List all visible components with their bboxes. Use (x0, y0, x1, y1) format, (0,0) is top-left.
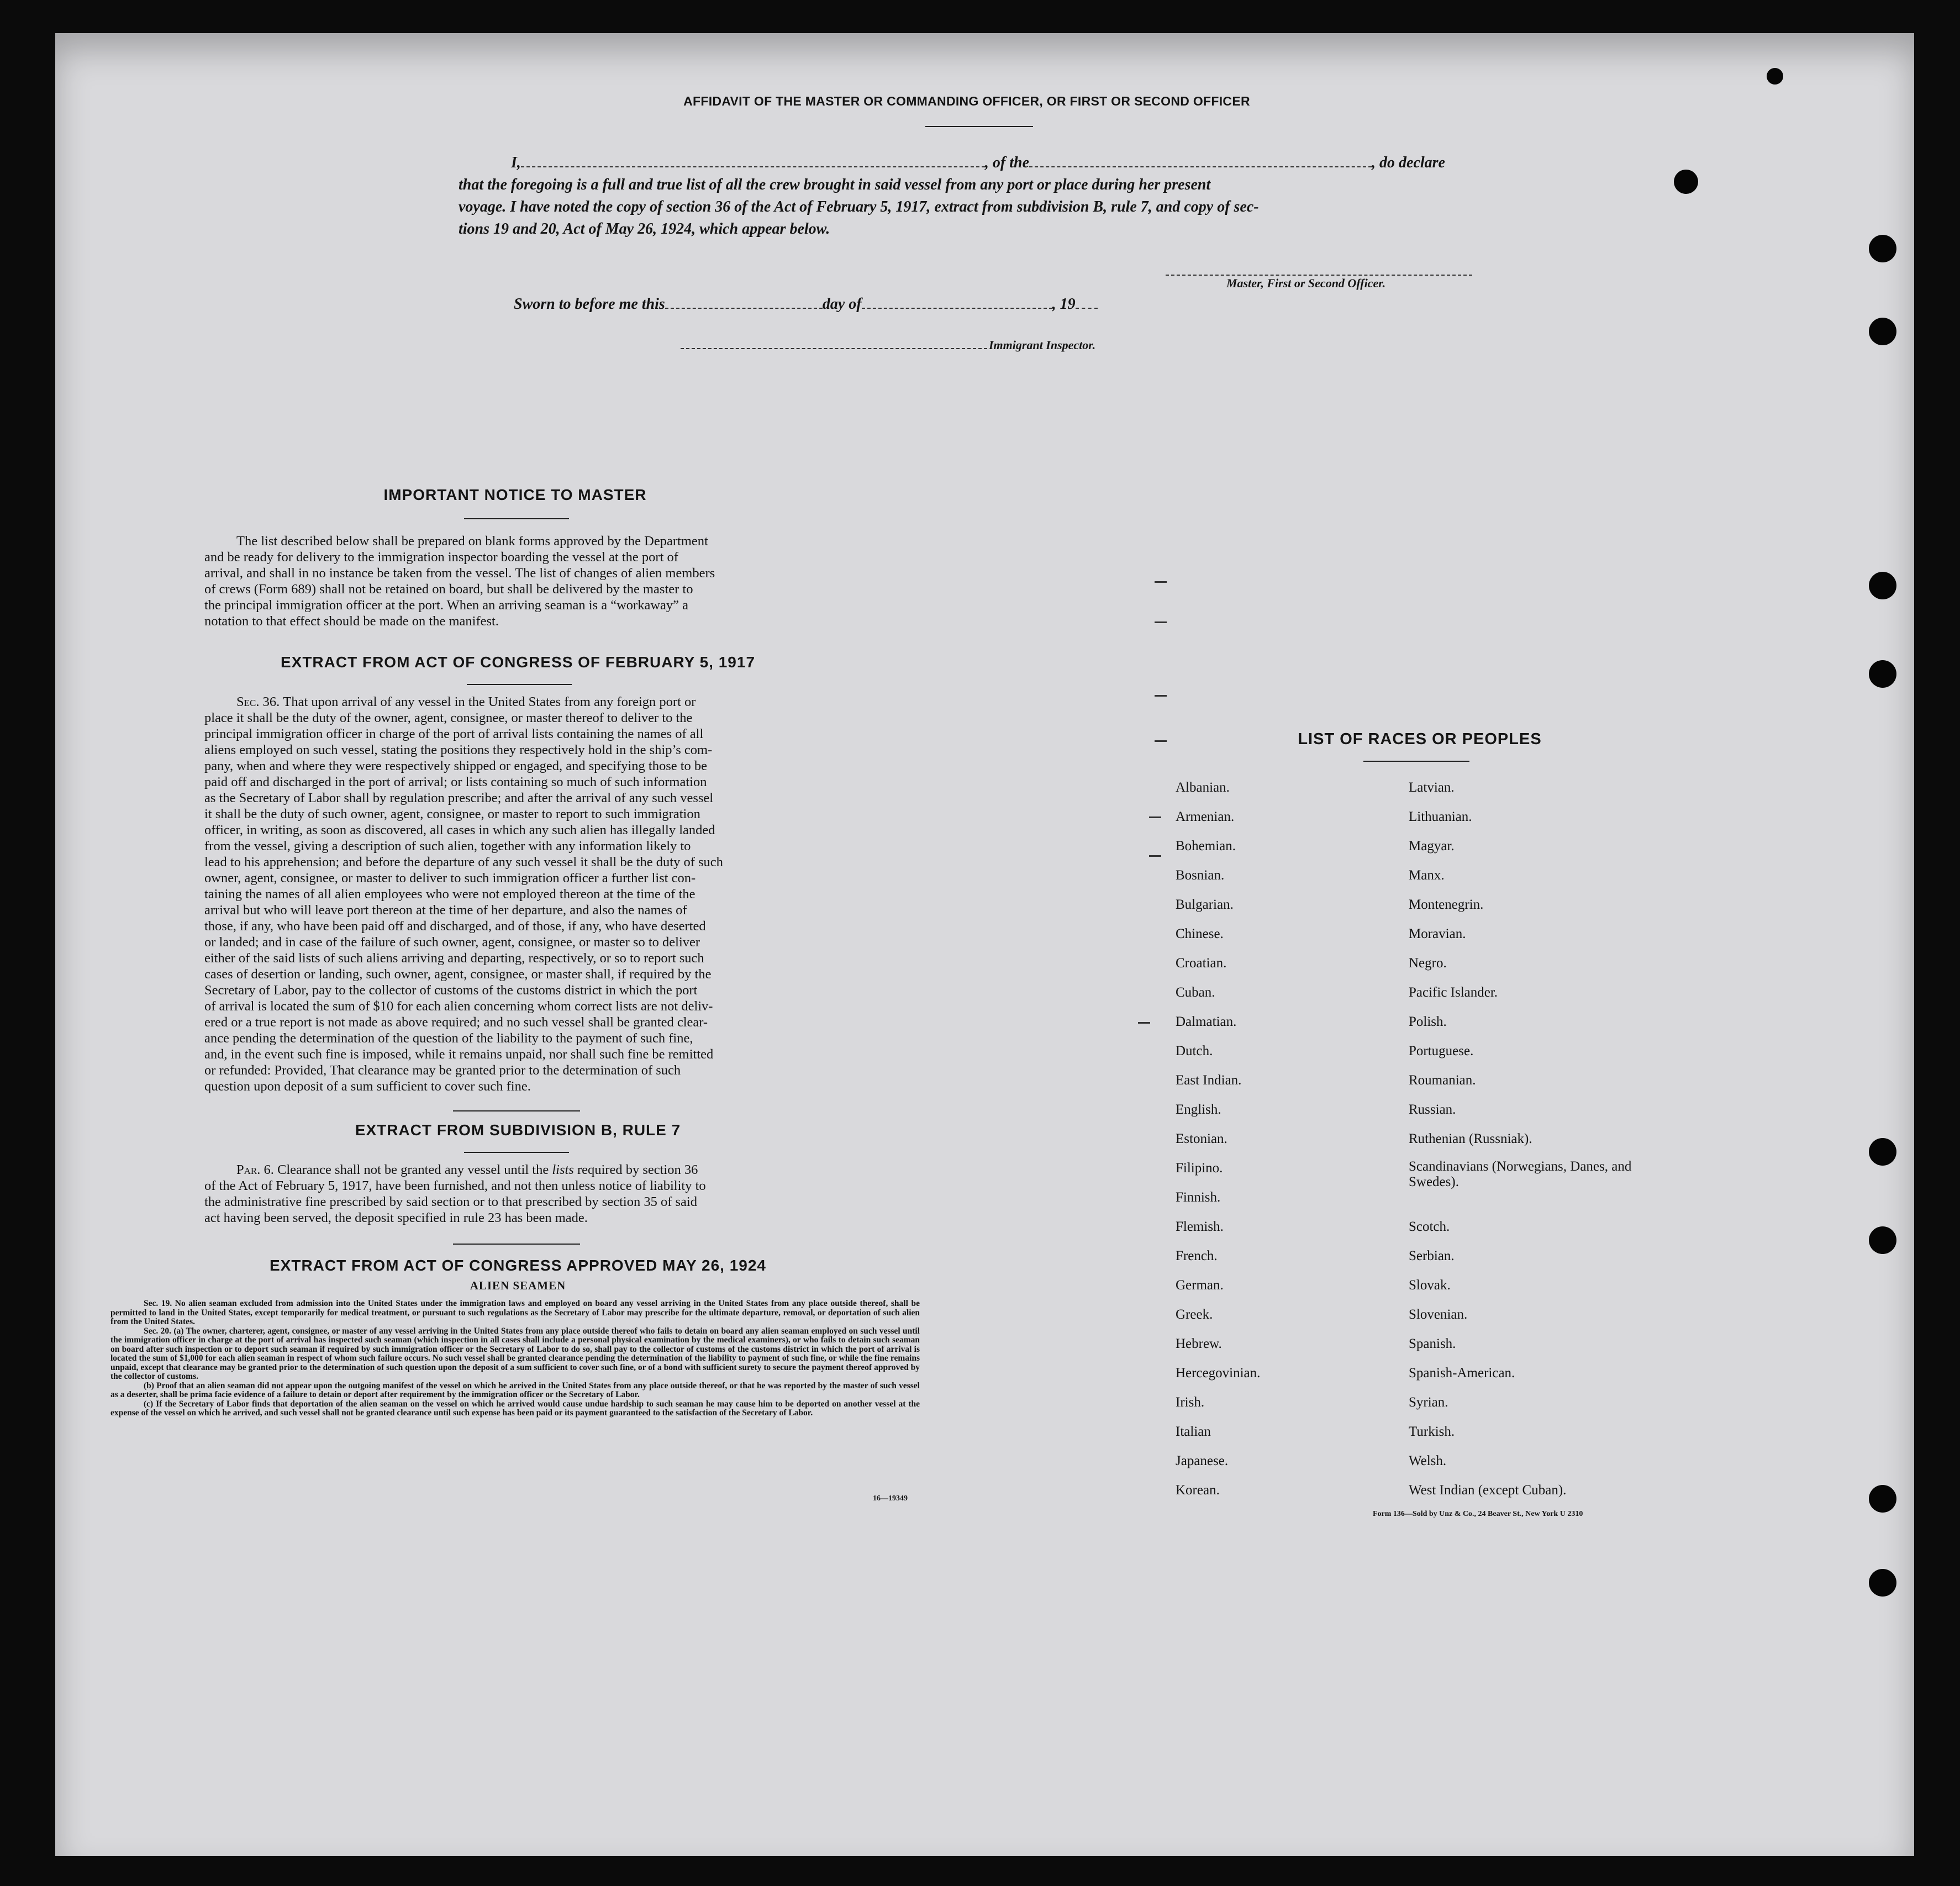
act-1917-line: officer, in writing, as soon as discovered, all cases in which any such alien has illegally landed (204, 823, 715, 837)
race-item: Ruthenian (Russniak). (1409, 1131, 1532, 1146)
race-item: Bulgarian. (1176, 897, 1234, 912)
race-item: Pacific Islander. (1409, 985, 1498, 1000)
act-1917-line: Secretary of Labor, pay to the collector of customs of the customs district in which the port (204, 983, 698, 998)
race-item: Bosnian. (1176, 868, 1225, 883)
punch-hole (1869, 235, 1896, 262)
act-1917-line: cases of desertion or landing, such owner, agent, consignee, or master shall, if required by the (204, 967, 712, 982)
act-1924-subheading: ALIEN SEAMEN (470, 1279, 566, 1292)
act-1924-heading: EXTRACT FROM ACT OF CONGRESS APPROVED MAY 26, 1924 (270, 1257, 766, 1274)
sec-36-label: Sec. 36. (236, 694, 283, 709)
act-1917-line: question upon deposit of a sum sufficient to cover such fine. (204, 1079, 531, 1094)
act-1917-line: arrival but who will leave port thereon at the time of her departure, and also the names of (204, 903, 687, 918)
act-1917-line: of arrival is located the sum of $10 for each alien concerning whom correct lists are not deliv- (204, 999, 713, 1014)
race-item: Greek. (1176, 1307, 1213, 1322)
act-1917-underline (467, 684, 572, 685)
race-item: Lithuanian. (1409, 809, 1472, 824)
stray-mark (1138, 1022, 1150, 1024)
stray-mark (1155, 621, 1167, 623)
race-item: Turkish. (1409, 1424, 1455, 1439)
punch-hole (1869, 572, 1896, 599)
title-underline (925, 126, 1033, 127)
act-1917-line: paid off and discharged in the port of arrival; or lists containing so much of such information (204, 775, 707, 789)
races-left-column (1176, 773, 1358, 1505)
race-item: Dalmatian. (1176, 1014, 1237, 1029)
race-item: Slovak. (1409, 1278, 1451, 1293)
act-1917-line: or refunded: Provided, That clearance may be granted prior to the determination of such (204, 1063, 681, 1078)
race-item: Dutch. (1176, 1044, 1213, 1058)
act-1917-line: lead to his apprehension; and before the departure of any such vessel it shall be the duty of such (204, 855, 723, 870)
race-item: Welsh. (1409, 1453, 1447, 1468)
act-1917-line: either of the said lists of such aliens arriving and departing, respectively, or so to report such (204, 951, 704, 966)
act-1917-line: pany, when and where they were respectively shipped or engaged, and specifying those to be (204, 758, 708, 773)
race-item: German. (1176, 1278, 1224, 1293)
race-item: Filipino. (1176, 1161, 1223, 1176)
sec-20a-text: Sec. 20. (a) The owner, charterer, agent, consignee, or master of any vessel arriving in the United States from any place outside thereof who fails to detain on board any alien seaman employed on such vessel until the immigration officer in charge at the port of arrival has inspected such seaman (which inspection in all cases shall include a personal physical examination by the medical examiners), or who fails to detain such seaman on board after such inspection or to deport such seaman if required by such immigration officer or the Secretary of Labor to do so, shall pay to the collector of customs of the customs district in which the port of arrival is located the sum of $1,000 for each alien seaman in respect of whom such failure occurs. No such vessel shall be granted clearance pending the determination of the liability to payment of such fine, or while the fine remains unpaid, except that clearance may be granted prior to the determination of such question upon the deposit of a sum sufficient to cover such fine, or of a bond with sufficient surety to secure the payment thereof approved by the collector of customs. (110, 1326, 920, 1381)
form-number: 16—19349 (873, 1494, 908, 1503)
race-item: Croatian. (1176, 956, 1227, 971)
notice-underline (464, 518, 569, 519)
punch-hole (1869, 660, 1896, 688)
rule7-body: Par. 6. Clearance shall not be granted any vessel until the lists required by section 36 of the Act of February 5, 1917, have been furnished, and not then unless notice of liability to the administrative fine prescribed by said section or to that prescribed by section 35 of said act having been served, the deposit specified in rule 23 has been made. (204, 1162, 706, 1225)
affidavit-line-1: I, , of the , do declare (511, 154, 1445, 171)
race-item: Bohemian. (1176, 839, 1236, 854)
races-right-column (1409, 773, 1641, 1505)
race-item: Syrian. (1409, 1395, 1448, 1410)
stray-mark (1155, 740, 1167, 742)
stray-mark (1155, 581, 1167, 583)
sec-20c-text: (c) If the Secretary of Labor finds that deportation of the alien seaman on the vessel on which he arrived would cause undue hardship to such seaman he may cause him to be deported on another vessel at the expense of the vessel on which he arrived, and such vessel shall not be granted clearance until such expense has been paid or its payment guaranteed to the satisfaction of the Secretary of Labor. (110, 1399, 920, 1418)
stray-mark (1155, 695, 1167, 697)
race-item: Finnish. (1176, 1190, 1221, 1205)
race-item: Spanish-American. (1409, 1366, 1515, 1381)
rule7-end-rule (453, 1244, 580, 1245)
notice-body: The list described below shall be prepared on blank forms approved by the Department and be ready for delivery to the immigration inspector boarding the vessel at the port of arrival, and shall in no instance be taken from the vessel. The list of changes of alien members of crews (Form 689) shall not be retained on board, but shall be delivered by the master to the principal immigration officer at the port. When an arriving seaman is a “workaway” a notation to that effect should be made on the manifest. (204, 534, 715, 629)
race-item: Serbian. (1409, 1248, 1455, 1263)
act-1917-line: those, if any, who have been paid off and discharged, and of those, if any, who have deserted (204, 919, 706, 934)
stray-mark (1149, 855, 1161, 857)
act-1917-line: it shall be the duty of such owner, agent, consignee, or master to report to such immigration (204, 807, 700, 821)
act-1924-body (110, 1299, 920, 1418)
race-item: Estonian. (1176, 1131, 1227, 1146)
sworn-day-blank[interactable] (665, 296, 823, 309)
act-1917-heading: EXTRACT FROM ACT OF CONGRESS OF FEBRUARY 5, 1917 (280, 654, 756, 671)
punch-hole (1767, 68, 1783, 85)
race-item: Flemish. (1176, 1219, 1224, 1234)
sec-20b-text: (b) Proof that an alien seaman did not appear upon the outgoing manifest of the vessel on which he arrived in the United States from any place outside thereof, or that he was reported by the master of such vessel as a deserter, shall be prima facie evidence of a failure to detain or deport after requirement by the immigration officer or the Secretary of Labor. (110, 1381, 920, 1399)
act-1917-body (204, 694, 831, 1094)
race-item: Albanian. (1176, 780, 1230, 795)
race-item: Roumanian. (1409, 1073, 1476, 1088)
punch-hole (1869, 1569, 1896, 1597)
inspector-signature-label: Immigrant Inspector. (989, 338, 1096, 352)
inspector-signature-line[interactable] (681, 348, 987, 349)
affidavit-line-4: tions 19 and 20, Act of May 26, 1924, which appear below. (459, 220, 830, 238)
race-item: Slovenian. (1409, 1307, 1468, 1322)
act-1917-line: ance pending the determination of the question of the liability to the payment of such fine, (204, 1031, 693, 1046)
punch-hole (1869, 1138, 1896, 1166)
race-item: Italian (1176, 1424, 1211, 1439)
stray-mark (1149, 816, 1161, 818)
race-item: Hercegovinian. (1176, 1366, 1261, 1381)
sworn-year-blank[interactable] (1076, 296, 1098, 309)
publisher-imprint: Form 136—Sold by Unz & Co., 24 Beaver St., New York U 2310 (1373, 1510, 1583, 1518)
race-item: Chinese. (1176, 926, 1224, 941)
affidavit-title: AFFIDAVIT OF THE MASTER OR COMMANDING OFFICER, OR FIRST OR SECOND OFFICER (683, 94, 1250, 108)
race-item: East Indian. (1176, 1073, 1242, 1088)
race-item: Scandinavians (Norwegians, Danes, and Swedes). (1409, 1159, 1632, 1189)
act-1917-line: taining the names of all alien employees who were not employed thereon at the time of the (204, 887, 696, 902)
race-item: Moravian. (1409, 926, 1466, 941)
race-item: Negro. (1409, 956, 1447, 971)
declarant-name-blank[interactable] (521, 154, 985, 167)
races-heading: LIST OF RACES OR PEOPLES (1298, 730, 1542, 748)
race-item: English. (1176, 1102, 1221, 1117)
rule7-underline (464, 1152, 569, 1153)
vessel-name-blank[interactable] (1029, 154, 1372, 167)
race-item: Hebrew. (1176, 1336, 1222, 1351)
sworn-line: Sworn to before me this day of , 19 (514, 296, 1098, 313)
act-1917-line: and, in the event such fine is imposed, while it remains unpaid, nor shall such fine be remitted (204, 1047, 714, 1062)
race-item: Magyar. (1409, 839, 1455, 854)
act-1917-line: ered or a true report is not made as above required; and no such vessel shall be granted clear- (204, 1015, 708, 1030)
race-item: Armenian. (1176, 809, 1235, 824)
act-1917-line: principal immigration officer in charge of the port of arrival lists containing the names of all (204, 726, 704, 741)
act-1917-line: Sec. 36. That upon arrival of any vessel in the United States from any foreign port or (236, 694, 696, 709)
race-item: Scotch. (1409, 1219, 1450, 1234)
affidavit-line-3: voyage. I have noted the copy of section 36 of the Act of February 5, 1917, extract from subdivision B, rule 7, and copy of sec- (459, 198, 1259, 215)
sworn-month-blank[interactable] (862, 296, 1052, 309)
rule7-par-label: Par. 6. (236, 1162, 274, 1177)
punch-hole (1869, 318, 1896, 345)
act-1917-line: or landed; and in case of the failure of such owner, agent, consignee, or master so to deliver (204, 935, 700, 950)
act-1917-end-rule (453, 1110, 580, 1111)
races-underline (1363, 761, 1469, 762)
act-1917-line: aliens employed on such vessel, stating the positions they respectively hold in the ship’s com- (204, 742, 713, 757)
race-item: Polish. (1409, 1014, 1447, 1029)
punch-hole (1674, 170, 1698, 194)
race-item: Korean. (1176, 1483, 1220, 1498)
punch-hole (1869, 1485, 1896, 1513)
race-item: Manx. (1409, 868, 1445, 883)
rule7-heading: EXTRACT FROM SUBDIVISION B, RULE 7 (355, 1121, 681, 1139)
sec-19-text: Sec. 19. No alien seaman excluded from admission into the United States under the immigration laws and employed on board any vessel arriving in the United States from any place outside thereof, shall be permitted to land in the United States, except temporarily for medical treatment, or pursuant to such regulations as the Secretary of Labor may prescribe for the ultimate departure, removal, or deportation of such alien from the United States. (110, 1299, 920, 1326)
affidavit-declaration (459, 152, 1503, 240)
notice-heading: IMPORTANT NOTICE TO MASTER (383, 486, 647, 503)
race-item: Cuban. (1176, 985, 1215, 1000)
race-item: French. (1176, 1248, 1218, 1263)
act-1917-line: from the vessel, giving a description of such alien, together with any information likely to (204, 839, 691, 854)
race-item: West Indian (except Cuban). (1409, 1483, 1567, 1498)
master-signature-line[interactable] (1166, 275, 1472, 276)
race-item: Latvian. (1409, 780, 1455, 795)
race-item: Russian. (1409, 1102, 1456, 1117)
punch-hole (1869, 1226, 1896, 1254)
race-item: Japanese. (1176, 1453, 1229, 1468)
act-1917-line: owner, agent, consignee, or master to deliver to such immigration officer a further list con- (204, 871, 696, 886)
race-item: Spanish. (1409, 1336, 1456, 1351)
race-item: Irish. (1176, 1395, 1205, 1410)
master-signature-label: Master, First or Second Officer. (1226, 276, 1386, 290)
race-item: Portuguese. (1409, 1044, 1474, 1058)
race-item: Montenegrin. (1409, 897, 1484, 912)
act-1917-line: place it shall be the duty of the owner, agent, consignee, or master thereof to deliver to the (204, 710, 693, 725)
act-1917-line: as the Secretary of Labor shall by regulation prescribe; and after the arrival of any such vessel (204, 791, 714, 805)
affidavit-line-2: that the foregoing is a full and true list of all the crew brought in said vessel from any port or place during her present (459, 176, 1211, 193)
